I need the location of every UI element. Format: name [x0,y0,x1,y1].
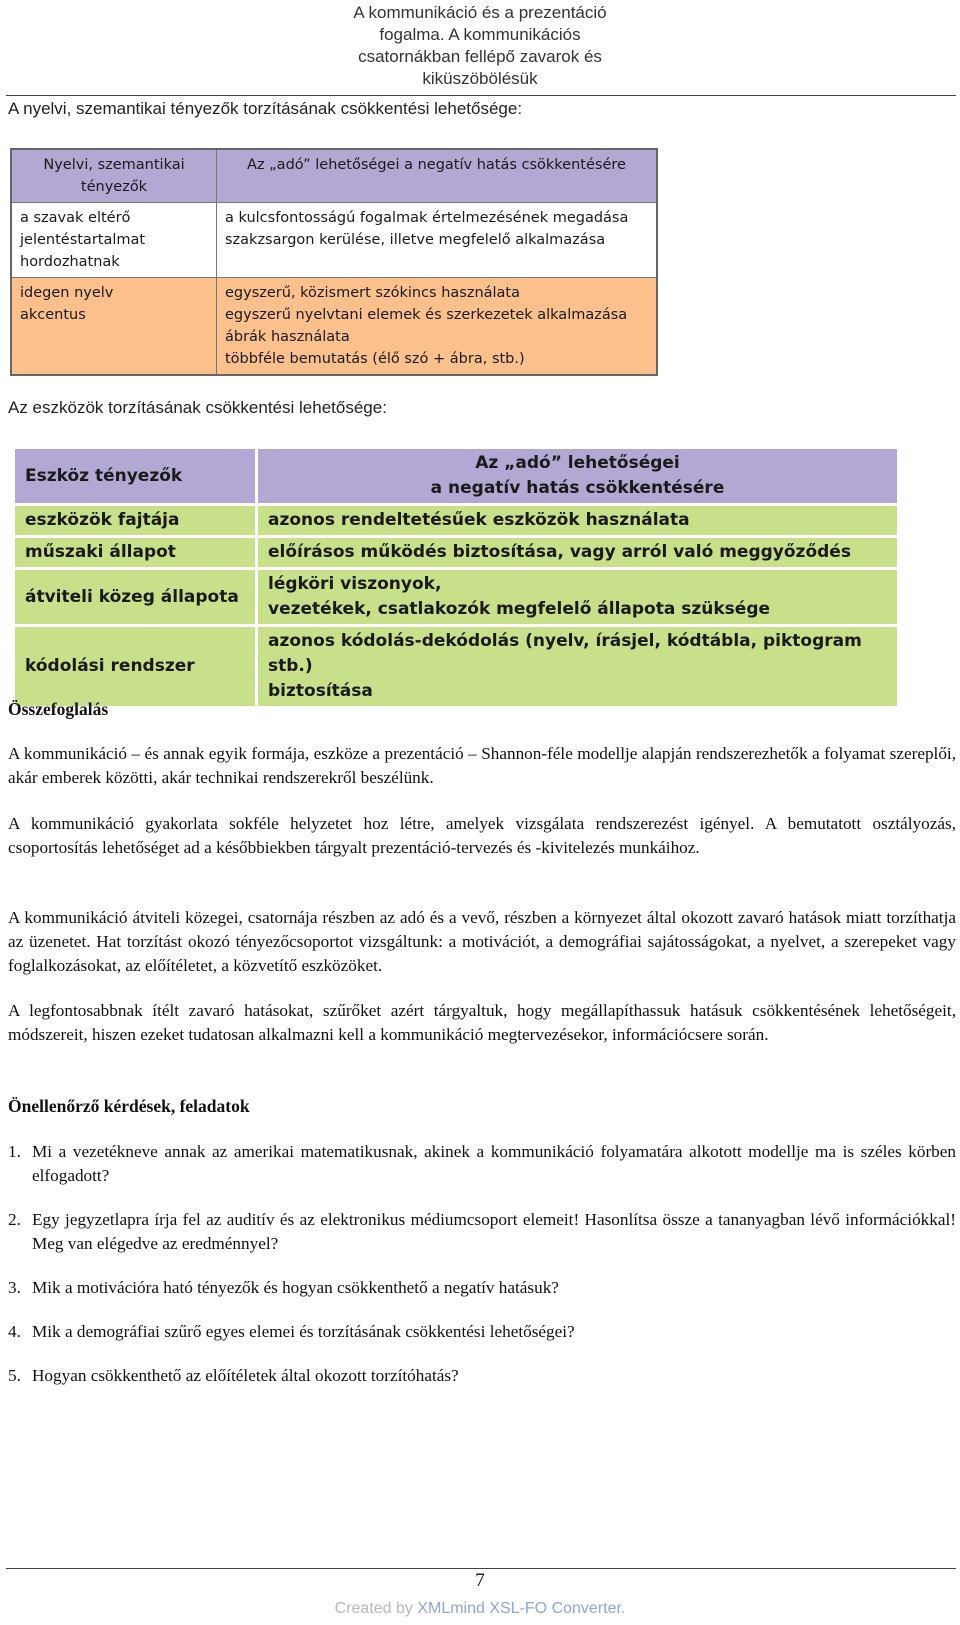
question-text: Egy jegyzetlapra írja fel az auditív és az elektronikus médiumcsoport elemeit! Hasonlítsa össze a tananyagban lévő információkkal! Meg van elégedve az eredménnyel? [32,1210,956,1253]
running-header [330,2,630,90]
table1-caption: A nyelvi, szemantikai tényezők torzításának csökkentési lehetősége: [8,99,523,118]
running-header-line: kiküszöbölésük [422,69,538,88]
table1-header-row [11,149,657,203]
device-factors-table [12,446,900,709]
table2-factor-cell: átviteli közeg állapota [14,569,257,626]
table1-factor-cell [11,203,217,278]
header-divider [6,95,956,96]
question-row [8,1320,956,1344]
table2-factor-cell: eszközök fajtája [14,505,257,537]
table2-row [14,569,899,626]
question-number: 1. [8,1142,21,1161]
credit-suffix: . [620,1600,626,1617]
summary-paragraph-text: A kommunikáció gyakorlata sokféle helyzetet hoz létre, amelyek vizsgálata rendszerezést igényel. A bemutatott osztályozás, csoportosítás lehetőséget ad a későbbiekben tárgyalt prezentáció-tervezés és -kivitelezés munkáihoz. [8,814,956,857]
table2-remedy-cell [257,569,899,626]
summary-paragraph-text: A kommunikáció – és annak egyik formája, eszköze a prezentáció – Shannon-féle modellje alapján rendszerezhetők a folyamat szereplői, akár emberek közötti, akár technikai rendszerekről beszélünk. [8,744,956,787]
question-item [8,1364,956,1388]
question-row [8,1140,956,1188]
table1-cell-line: a kulcsfontosságú fogalmak értelmezésének megadása [225,210,629,226]
question-row [8,1276,956,1300]
table1-cell-line: akcentus [20,307,86,323]
footer-divider [6,1568,956,1569]
summary-paragraph [8,906,956,978]
summary-paragraph [8,812,956,860]
table2-remedy-cell [257,626,899,708]
question-number: 2. [8,1210,21,1229]
table2-factor-cell: műszaki állapot [14,537,257,569]
table1-remedy-cell [217,278,658,376]
table1-cell-line: a szavak eltérő [20,210,131,226]
running-header-line: csatornákban fellépő zavarok és [358,47,602,66]
question-row [8,1208,956,1256]
table1-cell-line: idegen nyelv [20,285,114,301]
table2-header-factor-label: Eszköz tényezők [25,465,183,486]
table1-cell-line: ábrák használata [225,329,350,345]
questions-heading: Önellenőrző kérdések, feladatok [8,1096,250,1116]
table2-row [14,505,899,537]
summary-paragraph-text: A kommunikáció átviteli közegei, csatornája részben az adó és a vevő, részben a környezet által okozott zavaró hatások miatt torzíthatja az üzenetet. Hat torzítást okozó tényezőcsoportot vizsgáltunk: a motivációt, a demográfiai sajátosságokat, a nyelvet, a szerepeket vagy foglalkozásokat, az előítéletet, a közvetítő eszközöket. [8,908,956,975]
table2-remedy-cell [257,505,899,537]
table2-factor-cell: kódolási rendszer [14,626,257,708]
question-number: 3. [8,1278,21,1297]
running-header-line: fogalma. A kommunikációs [379,25,581,44]
question-text: Mik a motivációra ható tényezők és hogyan csökkenthető a negatív hatásuk? [32,1278,559,1297]
running-header-line: A kommunikáció és a prezentáció [353,3,607,22]
table2-caption: Az eszközök torzításának csökkentési lehetősége: [8,398,387,417]
table1-remedy-cell [217,203,658,278]
table1-header-factor [11,149,217,203]
table2-remedy-cell [257,537,899,569]
question-text: Hogyan csökkenthető az előítéletek által okozott torzítóhatás? [32,1366,459,1385]
converter-credit [0,1600,960,1618]
summary-paragraph [8,742,956,790]
credit-prefix: Created by [334,1600,418,1617]
summary-paragraph-text: A legfontosabbnak ítélt zavaró hatásokat, szűrőket azért tárgyaltuk, hogy megállapíthassuk hatásuk csökkentésének lehetőségeit, módszereit, hiszen ezeket tudatosan alkalmazni kell a kommunikáció megtervezésekor, információcsere során. [8,1001,956,1044]
question-text: Mi a vezetékneve annak az amerikai matematikusnak, akinek a kommunikáció folyamatára alkotott modellje ma is széles körben elfogadott? [32,1142,956,1185]
table2-header-remedy-line: Az „adó” lehetőségei [475,453,680,473]
table1-cell-line: többféle bemutatás (élő szó + ábra, stb.) [225,351,525,367]
table2-header-row [14,448,899,505]
table2-header-remedy [257,448,899,505]
summary-paragraph [8,999,956,1047]
question-item [8,1140,956,1188]
table1-factor-cell [11,278,217,376]
table1-cell-line: szakzsargon kerülése, illetve megfelelő alkalmazása [225,232,606,248]
question-number: 4. [8,1322,21,1341]
table1-header-remedy-label: Az „adó” lehetőségei a negatív hatás csökkentésére [247,157,626,173]
table2-cell-line: légköri viszonyok, [268,574,442,594]
table2-cell-line: vezetékek, csatlakozók megfelelő állapota szüksége [268,599,771,619]
question-row [8,1364,956,1388]
table2-cell-line: előírásos működés biztosítása, vagy arról való meggyőződés [268,542,851,562]
table1-cell-line: jelentéstartalmat [20,232,146,248]
table2-cell-line: biztosítása [268,681,373,701]
table1-row [11,278,657,376]
question-number: 5. [8,1366,21,1385]
language-factors-table [10,148,658,376]
table1-cell-line: egyszerű nyelvtani elemek és szerkezetek alkalmazása [225,307,628,323]
table2-row [14,537,899,569]
table2-header-remedy-line: a negatív hatás csökkentésére [430,478,725,498]
table2-header-factor [14,448,257,505]
table1-cell-line: egyszerű, közismert szókincs használata [225,285,520,301]
question-item [8,1276,956,1300]
table1-header-remedy [217,149,658,203]
table2-cell-line: azonos kódolás-dekódolás (nyelv, írásjel, kódtábla, piktogram stb.) [268,631,862,676]
question-text: Mik a demográfiai szűrő egyes elemei és torzításának csökkentési lehetőségei? [32,1322,575,1341]
table2-row [14,626,899,708]
summary-heading: Összefoglalás [8,699,109,719]
credit-brand-link[interactable]: XMLmind XSL-FO Converter [417,1600,621,1617]
page-number: 7 [475,1570,485,1591]
table1-cell-line: hordozhatnak [20,254,120,270]
question-item [8,1320,956,1344]
table2-cell-line: azonos rendeltetésűek eszközök használata [268,510,690,530]
question-item [8,1208,956,1256]
table1-row [11,203,657,278]
table1-header-factor-label: Nyelvi, szemantikai tényezők [43,157,185,195]
